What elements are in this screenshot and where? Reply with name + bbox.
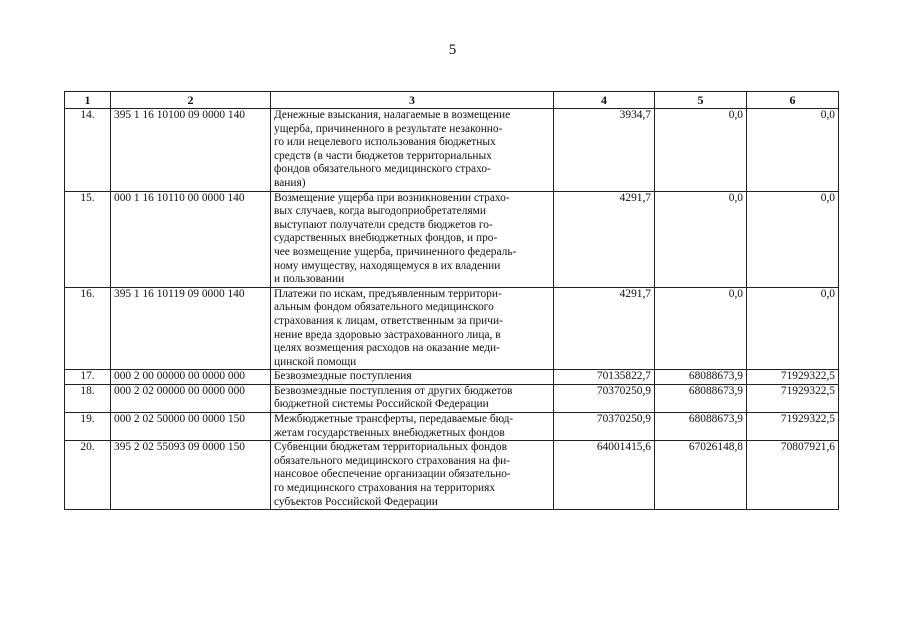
column-header-6: 6: [747, 92, 839, 109]
description-line: обязательного медицинского страхования на фи-: [274, 454, 510, 467]
description-line: Безвозмездные поступления: [274, 370, 412, 383]
value-col-6: 0,0: [747, 191, 839, 287]
description-line: цинской помощи: [274, 355, 357, 368]
row-number: 18.: [65, 384, 111, 412]
table-row: [65, 370, 839, 385]
value-col-6: 71929322,5: [747, 384, 839, 412]
income-description: [271, 287, 554, 370]
page-number: 5: [448, 42, 457, 58]
description-line: субъектов Российской Федерации: [274, 495, 438, 508]
income-description: [271, 441, 554, 510]
value-col-5: 67026148,8: [655, 441, 747, 510]
table-row: [65, 191, 839, 287]
row-number: 19.: [65, 413, 111, 441]
value-col-5: 68088673,9: [655, 384, 747, 412]
value-col-6: 70807921,6: [747, 441, 839, 510]
table-body: [65, 109, 839, 510]
description-line: Платежи по искам, предъявленным территори-: [274, 287, 502, 300]
description-line: жетам государственных внебюджетных фондов: [274, 426, 505, 439]
value-col-4: 3934,7: [554, 109, 655, 192]
value-col-4: 4291,7: [554, 191, 655, 287]
value-col-5: 0,0: [655, 287, 747, 370]
description-line: фондов обязательного медицинского страхо-: [274, 163, 491, 176]
description-line: бюджетной системы Российской Федерации: [274, 398, 489, 411]
description-line: вания): [274, 176, 306, 189]
description-line: выступают получатели средств бюджетов го-: [274, 218, 493, 231]
description-line: Возмещение ущерба при возникновении страхо-: [274, 191, 510, 204]
income-description: [271, 370, 554, 385]
budget-code: 395 2 02 55093 09 0000 150: [111, 441, 271, 510]
income-description: [271, 191, 554, 287]
value-col-6: 71929322,5: [747, 413, 839, 441]
value-col-4: 70370250,9: [554, 384, 655, 412]
value-col-5: 0,0: [655, 191, 747, 287]
budget-code: 395 1 16 10100 09 0000 140: [111, 109, 271, 192]
row-number: 20.: [65, 441, 111, 510]
description-line: Субвенции бюджетам территориальных фондов: [274, 441, 507, 454]
table-row: [65, 109, 839, 192]
value-col-6: 0,0: [747, 287, 839, 370]
table-row: [65, 287, 839, 370]
value-col-5: 68088673,9: [655, 413, 747, 441]
value-col-5: 68088673,9: [655, 370, 747, 385]
description-line: нение вреда здоровью застрахованного лица, в: [274, 328, 501, 341]
description-line: го или нецелевого использования бюджетных: [274, 136, 496, 149]
income-description: [271, 109, 554, 192]
description-line: Межбюджетные трансферты, передаваемые бюд-: [274, 413, 514, 426]
description-line: альным фондом обязательного медицинского: [274, 301, 494, 314]
description-line: чее возмещение ущерба, причиненного федераль-: [274, 245, 517, 258]
description-line: средств (в части бюджетов территориальных: [274, 149, 492, 162]
description-line: целях возмещения расходов на оказание меди-: [274, 342, 500, 355]
table-header-row: [65, 92, 839, 109]
description-line: ному имуществу, находящемуся в их владении: [274, 259, 501, 272]
column-header-2: 2: [111, 92, 271, 109]
value-col-4: 70135822,7: [554, 370, 655, 385]
budget-code: 395 1 16 10119 09 0000 140: [111, 287, 271, 370]
value-col-6: 0,0: [747, 109, 839, 192]
budget-table: [64, 91, 839, 510]
column-header-4: 4: [554, 92, 655, 109]
description-line: Безвозмездные поступления от других бюджетов: [274, 384, 513, 397]
value-col-4: 70370250,9: [554, 413, 655, 441]
column-header-5: 5: [655, 92, 747, 109]
row-number: 16.: [65, 287, 111, 370]
value-col-4: 4291,7: [554, 287, 655, 370]
budget-code: 000 2 02 00000 00 0000 000: [111, 384, 271, 412]
table-row: [65, 441, 839, 510]
budget-code: 000 2 00 00000 00 0000 000: [111, 370, 271, 385]
description-line: го медицинского страхования на территориях: [274, 482, 496, 495]
description-line: ущерба, причиненного в результате незаконно-: [274, 122, 503, 135]
row-number: 17.: [65, 370, 111, 385]
value-col-4: 64001415,6: [554, 441, 655, 510]
row-number: 15.: [65, 191, 111, 287]
income-description: [271, 413, 554, 441]
table-row: [65, 413, 839, 441]
budget-code: 000 2 02 50000 00 0000 150: [111, 413, 271, 441]
table-row: [65, 384, 839, 412]
income-description: [271, 384, 554, 412]
value-col-6: 71929322,5: [747, 370, 839, 385]
value-col-5: 0,0: [655, 109, 747, 192]
description-line: вых случаев, когда выгодоприобретателями: [274, 205, 486, 218]
column-header-1: 1: [65, 92, 111, 109]
column-header-3: 3: [271, 92, 554, 109]
description-line: страхования к лицам, ответственным за причи-: [274, 314, 503, 327]
description-line: нансовое обеспечение организации обязательно-: [274, 468, 511, 481]
description-line: сударственных внебюджетных фондов, и про-: [274, 232, 498, 245]
description-line: Денежные взыскания, налагаемые в возмещение: [274, 109, 511, 121]
description-line: и пользовании: [274, 273, 345, 286]
row-number: 14.: [65, 109, 111, 192]
budget-code: 000 1 16 10110 00 0000 140: [111, 191, 271, 287]
